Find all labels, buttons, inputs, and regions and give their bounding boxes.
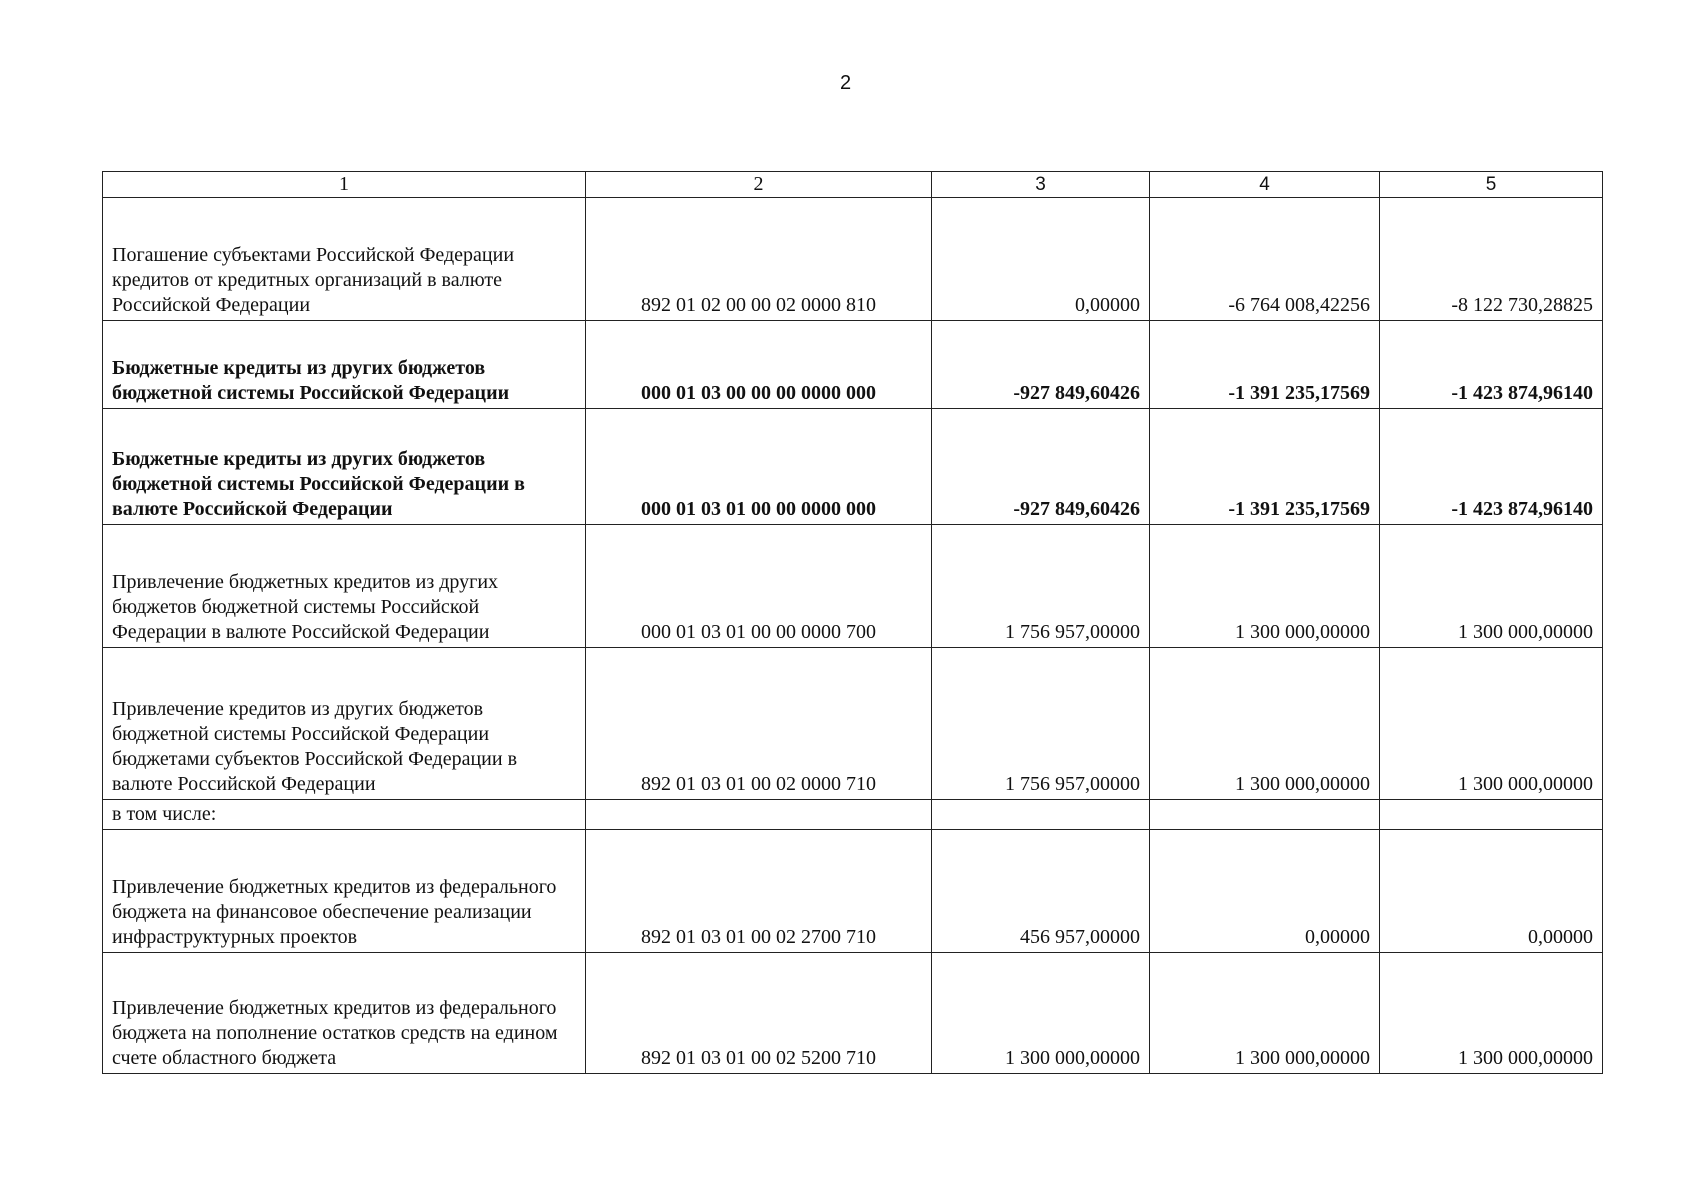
table-row [103, 321, 1603, 409]
sources-financing-table [102, 171, 1603, 1074]
row-value-4: 1 300 000,00000 [1150, 953, 1380, 1074]
row-name: Бюджетные кредиты из других бюджетов бюджетной системы Российской Федерации [103, 321, 586, 409]
row-name: Привлечение бюджетных кредитов из федерального бюджета на финансовое обеспечение реализации инфраструктурных проектов [103, 830, 586, 953]
row-value-5: 1 300 000,00000 [1380, 525, 1603, 648]
table-row [103, 953, 1603, 1074]
column-header-2: 2 [586, 172, 932, 198]
row-value-3: 456 957,00000 [932, 830, 1150, 953]
row-value-5: 1 300 000,00000 [1380, 953, 1603, 1074]
row-value-3: 1 300 000,00000 [932, 953, 1150, 1074]
row-code: 892 01 03 01 00 02 5200 710 [586, 953, 932, 1074]
row-value-5 [1380, 800, 1603, 830]
table-row [103, 198, 1603, 321]
table-row [103, 800, 1603, 830]
row-value-3: -927 849,60426 [932, 321, 1150, 409]
row-value-3: 0,00000 [932, 198, 1150, 321]
row-value-3: 1 756 957,00000 [932, 648, 1150, 800]
column-header-3: 3 [932, 172, 1150, 198]
header-row [103, 172, 1603, 198]
row-value-4: -1 391 235,17569 [1150, 321, 1380, 409]
row-value-3: 1 756 957,00000 [932, 525, 1150, 648]
row-name: Привлечение бюджетных кредитов из федерального бюджета на пополнение остатков средств на едином счете областного бюджета [103, 953, 586, 1074]
row-value-4: -1 391 235,17569 [1150, 409, 1380, 525]
row-value-3: -927 849,60426 [932, 409, 1150, 525]
row-name: Привлечение кредитов из других бюджетов бюджетной системы Российской Федерации бюджетами субъектов Российской Федерации в валюте Российской Федерации [103, 648, 586, 800]
column-header-4: 4 [1150, 172, 1380, 198]
row-code: 000 01 03 01 00 00 0000 700 [586, 525, 932, 648]
table-row [103, 525, 1603, 648]
column-header-5: 5 [1380, 172, 1603, 198]
row-name: Привлечение бюджетных кредитов из других бюджетов бюджетной системы Российской Федерации в валюте Российской Федерации [103, 525, 586, 648]
row-value-5: 0,00000 [1380, 830, 1603, 953]
row-value-5: -1 423 874,96140 [1380, 409, 1603, 525]
table-row [103, 409, 1603, 525]
row-value-3 [932, 800, 1150, 830]
row-value-5: -1 423 874,96140 [1380, 321, 1603, 409]
row-value-4: -6 764 008,42256 [1150, 198, 1380, 321]
column-header-1: 1 [103, 172, 586, 198]
row-code: 892 01 03 01 00 02 0000 710 [586, 648, 932, 800]
row-value-4: 1 300 000,00000 [1150, 525, 1380, 648]
row-value-4 [1150, 800, 1380, 830]
row-name: Погашение субъектами Российской Федерации кредитов от кредитных организаций в валюте Российской Федерации [103, 198, 586, 321]
page-number: 2 [839, 72, 852, 94]
row-value-5: 1 300 000,00000 [1380, 648, 1603, 800]
row-name: Бюджетные кредиты из других бюджетов бюджетной системы Российской Федерации в валюте Российской Федерации [103, 409, 586, 525]
row-code: 892 01 02 00 00 02 0000 810 [586, 198, 932, 321]
row-value-4: 0,00000 [1150, 830, 1380, 953]
row-code [586, 800, 932, 830]
row-value-4: 1 300 000,00000 [1150, 648, 1380, 800]
table-row [103, 648, 1603, 800]
row-code: 892 01 03 01 00 02 2700 710 [586, 830, 932, 953]
row-value-5: -8 122 730,28825 [1380, 198, 1603, 321]
table-row [103, 830, 1603, 953]
row-name: в том числе: [103, 800, 586, 830]
row-code: 000 01 03 00 00 00 0000 000 [586, 321, 932, 409]
row-code: 000 01 03 01 00 00 0000 000 [586, 409, 932, 525]
